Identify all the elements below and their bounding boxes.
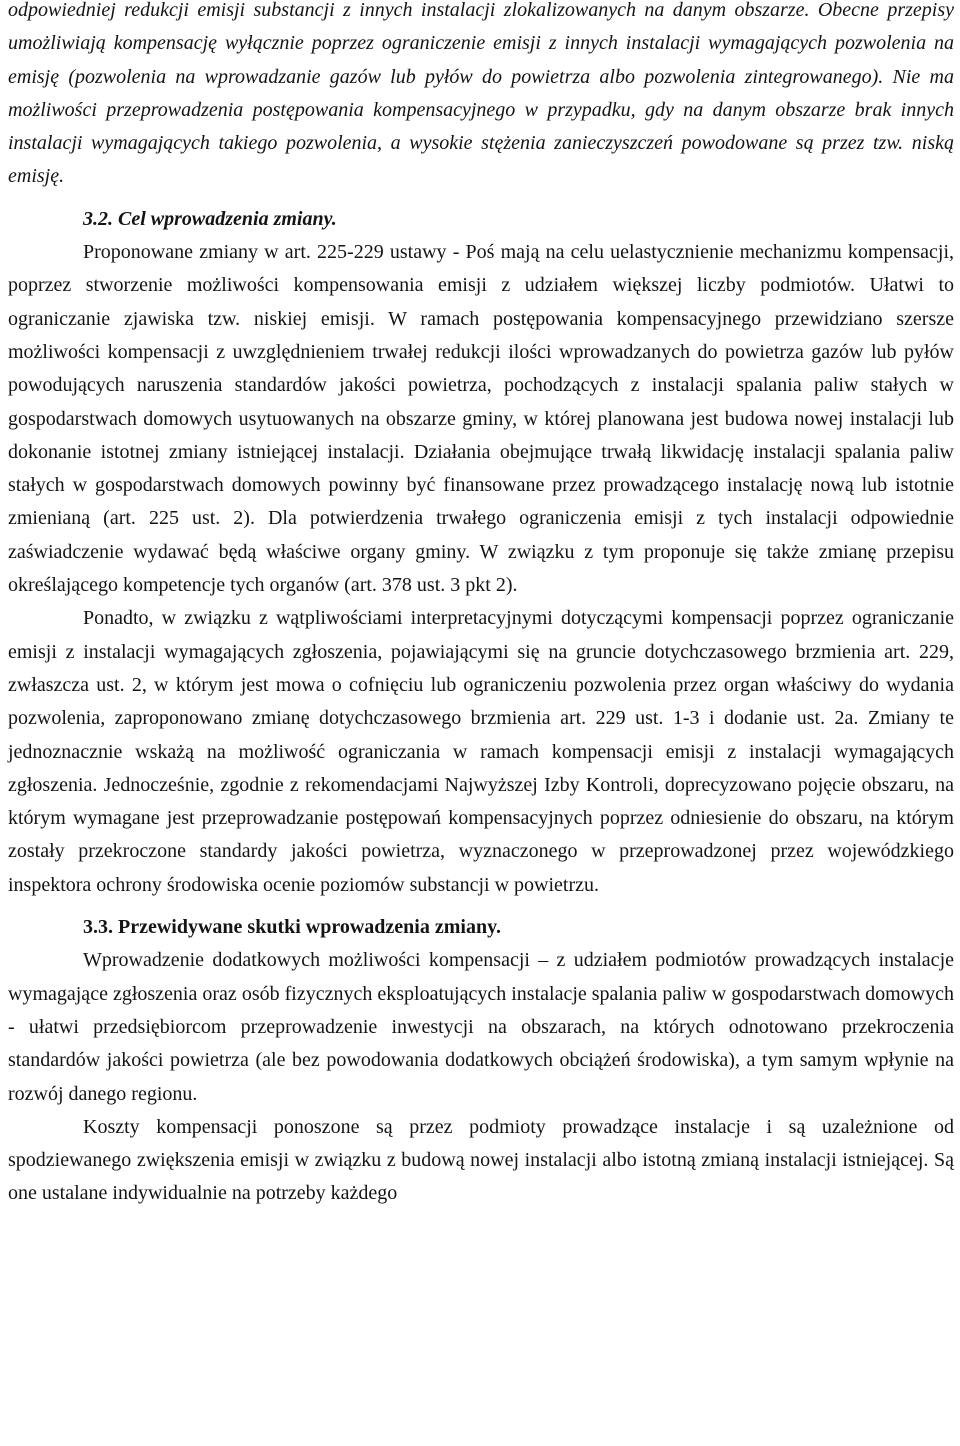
section-3-3-heading: 3.3. Przewidywane skutki wprowadzenia zmiany. <box>83 916 501 939</box>
section-3-2-paragraph-2: Ponadto, w związku z wątpliwościami interpretacyjnymi dotyczącymi kompensacji poprzez ograniczanie emisji z instalacji wymagających zgłoszenia, pojawiającymi się na gruncie dotychczasowego brzmienia art. 229, zwłaszcza ust. 2, w którym jest mowa o cofnięciu lub ograniczeniu pozwolenia przez organ właściwy do wydania pozwolenia, zaproponowano zmianę dotychczasowego brzmienia art. 229 ust. 1-3 i dodanie ust. 2a. Zmiany te jednoznacznie wskażą na możliwość ograniczania w ramach kompensacji emisji z instalacji wymagających zgłoszenia. Jednocześnie, zgodnie z rekomendacjami Najwyższej Izby Kontroli, doprecyzowano pojęcie obszaru, na którym wymagane jest przeprowadzanie postępowań kompensacyjnych poprzez odniesienie do obszaru, na którym zostały przekroczone standardy jakości powietrza, wyznaczonego w przeprowadzonej przez wojewódzkiego inspektora ochrony środowiska ocenie poziomów substancji w powietrzu. <box>8 607 954 896</box>
section-3-2-paragraph-1: Proponowane zmiany w art. 225-229 ustawy - Poś mają na celu uelastycznienie mechanizmu kompensacji, poprzez stworzenie możliwości kompensowania emisji z udziałem większej liczby podmiotów. Ułatwi to ograniczanie zjawiska tzw. niskiej emisji. W ramach postępowania kompensacyjnego przewidziano szersze możliwości kompensacji z uwzględnieniem trwałej redukcji ilości wprowadzanych do powietrza gazów lub pyłów powodujących naruszenia standardów jakości powietrza, pochodzących z instalacji spalania paliw stałych w gospodarstwach domowych usytuowanych na obszarze gminy, w której planowana jest budowa nowej instalacji lub dokonanie istotnej zmiany istniejącej instalacji. Działania obejmujące trwałą likwidację instalacji spalania paliw stałych w gospodarstwach domowych powinny być finansowane przez prowadzącego instalację nową lub istotnie zmienianą (art. 225 ust. 2). Dla potwierdzenia trwałego ograniczenia emisji z tych instalacji odpowiednie zaświadczenie wydawać będą właściwe organy gminy. W związku z tym proponuje się także zmianę przepisu określającego kompetencje tych organów (art. 378 ust. 3 pkt 2). <box>8 241 954 597</box>
section-3-1-continuation: odpowiedniej redukcji emisji substancji z innych instalacji zlokalizowanych na danym obszarze. Obecne przepisy umożliwiają kompensację wyłącznie poprzez ograniczenie emisji z innych instalacji wymagających pozwolenia na emisję (pozwolenia na wprowadzanie gazów lub pyłów do powietrza albo pozwolenia zintegrowanego). Nie ma możliwości przeprowadzenia postępowania kompensacyjnego w przypadku, gdy na danym obszarze brak innych instalacji wymagających takiego pozwolenia, a wysokie stężenia zanieczyszczeń powodowane są przez tzw. niską emisję. <box>8 0 954 188</box>
document-page <box>8 0 954 1211</box>
section-3-2-heading: 3.2. Cel wprowadzenia zmiany. <box>83 207 337 230</box>
section-3-3-paragraph-2: Koszty kompensacji ponoszone są przez podmioty prowadzące instalacje i są uzależnione od spodziewanego zwiększenia emisji w związku z budową nowej instalacji albo istotną zmianą instalacji istniejącej. Są one ustalane indywidualnie na potrzeby każdego <box>8 1115 954 1205</box>
section-3-3-paragraph-1: Wprowadzenie dodatkowych możliwości kompensacji – z udziałem podmiotów prowadzących instalacje wymagające zgłoszenia oraz osób fizycznych eksploatujących instalacje spalania paliw w gospodarstwach domowych - ułatwi przedsiębiorcom przeprowadzenie inwestycji na obszarach, na których odnotowano przekroczenia standardów jakości powietrza (ale bez powodowania dodatkowych obciążeń środowiska), a tym samym wpłynie na rozwój danego regionu. <box>8 949 954 1105</box>
